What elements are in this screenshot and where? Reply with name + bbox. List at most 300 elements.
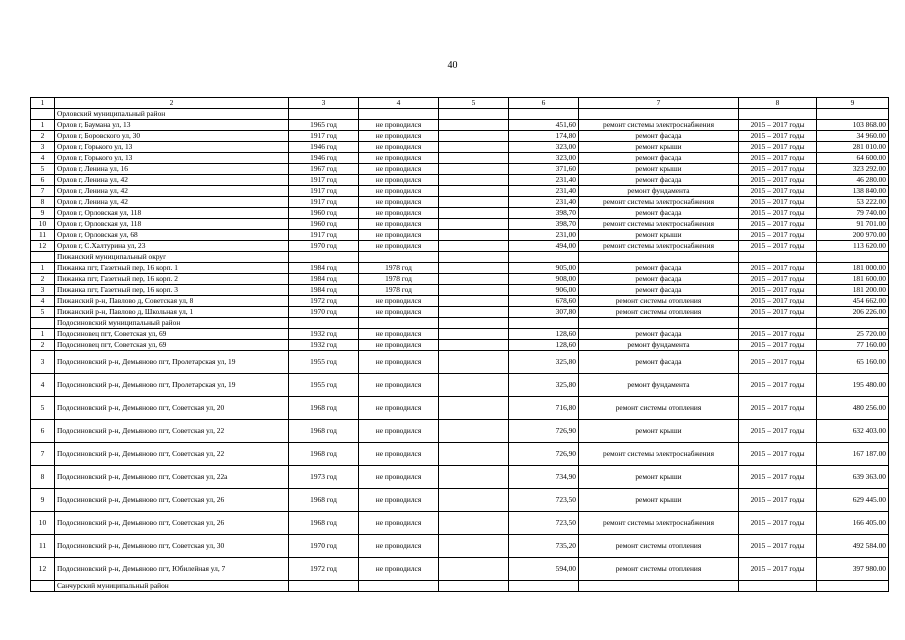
row-number: 3 (31, 142, 55, 153)
area-cell: 906,00 (509, 285, 579, 296)
previous-repair-cell: не проводился (359, 186, 439, 197)
work-type-cell: ремонт системы отопления (579, 307, 739, 318)
table-row (31, 351, 889, 374)
period-cell: 2015 – 2017 годы (739, 197, 817, 208)
table-row (31, 329, 889, 340)
previous-repair-cell: не проводился (359, 443, 439, 466)
column-5-cell (439, 153, 509, 164)
period-cell: 2015 – 2017 годы (739, 175, 817, 186)
previous-repair-cell: не проводился (359, 241, 439, 252)
previous-repair-cell: не проводился (359, 558, 439, 581)
table-row (31, 420, 889, 443)
area-cell: 128,60 (509, 340, 579, 351)
page-number: 40 (447, 60, 458, 71)
address-cell: Пижанский р-н, Павлово д, Советская ул, 8 (55, 296, 289, 307)
column-number-row (31, 98, 889, 109)
address-cell: Подосиновский р-н, Демьяново пгт, Советская ул, 22 (55, 420, 289, 443)
row-number: 2 (31, 274, 55, 285)
work-type-cell: ремонт крыши (579, 420, 739, 443)
area-cell: 371,60 (509, 164, 579, 175)
previous-repair-cell: не проводился (359, 489, 439, 512)
column-number: 4 (359, 98, 439, 109)
area-cell: 398,70 (509, 219, 579, 230)
area-cell: 323,00 (509, 153, 579, 164)
work-type-cell: ремонт фасада (579, 208, 739, 219)
section-row (31, 581, 889, 592)
previous-repair-cell: не проводился (359, 397, 439, 420)
row-number: 1 (31, 329, 55, 340)
year-built-cell: 1932 год (289, 340, 359, 351)
cost-cell: 77 160.00 (817, 340, 889, 351)
work-type-cell: ремонт системы отопления (579, 535, 739, 558)
period-cell: 2015 – 2017 годы (739, 241, 817, 252)
period-cell: 2015 – 2017 годы (739, 340, 817, 351)
section-empty-cell (289, 252, 359, 263)
address-cell: Подосиновец пгт, Советская ул, 69 (55, 340, 289, 351)
address-cell: Подосиновский р-н, Демьяново пгт, Советская ул, 30 (55, 535, 289, 558)
area-cell: 734,90 (509, 466, 579, 489)
table-row (31, 153, 889, 164)
section-empty-cell (509, 109, 579, 120)
area-cell: 726,90 (509, 443, 579, 466)
period-cell: 2015 – 2017 годы (739, 466, 817, 489)
address-cell: Орлов г, С.Халтурина ул, 23 (55, 241, 289, 252)
cost-cell: 46 280.00 (817, 175, 889, 186)
column-number: 5 (439, 98, 509, 109)
section-number-cell (31, 581, 55, 592)
year-built-cell: 1965 год (289, 120, 359, 131)
section-empty-cell (817, 252, 889, 263)
row-number: 2 (31, 131, 55, 142)
period-cell: 2015 – 2017 годы (739, 285, 817, 296)
section-empty-cell (579, 109, 739, 120)
column-5-cell (439, 397, 509, 420)
cost-cell: 281 010.00 (817, 142, 889, 153)
work-type-cell: ремонт системы отопления (579, 397, 739, 420)
column-5-cell (439, 164, 509, 175)
column-5-cell (439, 219, 509, 230)
row-number: 8 (31, 466, 55, 489)
section-empty-cell (817, 109, 889, 120)
address-cell: Орлов г, Ленина ул, 42 (55, 175, 289, 186)
work-type-cell: ремонт фасада (579, 175, 739, 186)
area-cell: 678,60 (509, 296, 579, 307)
year-built-cell: 1968 год (289, 397, 359, 420)
period-cell: 2015 – 2017 годы (739, 351, 817, 374)
row-number: 4 (31, 374, 55, 397)
area-cell: 231,40 (509, 175, 579, 186)
year-built-cell: 1917 год (289, 186, 359, 197)
year-built-cell: 1960 год (289, 219, 359, 230)
row-number: 1 (31, 120, 55, 131)
cost-cell: 113 620.00 (817, 241, 889, 252)
column-5-cell (439, 175, 509, 186)
table-row (31, 307, 889, 318)
row-number: 10 (31, 512, 55, 535)
area-cell: 323,00 (509, 142, 579, 153)
column-number: 8 (739, 98, 817, 109)
year-built-cell: 1970 год (289, 535, 359, 558)
cost-cell: 629 445.00 (817, 489, 889, 512)
section-title: Подосиновский муниципальный район (55, 318, 289, 329)
address-cell: Орлов г, Орловская ул, 68 (55, 230, 289, 241)
cost-cell: 91 701.00 (817, 219, 889, 230)
row-number: 1 (31, 263, 55, 274)
area-cell: 325,80 (509, 351, 579, 374)
section-empty-cell (509, 252, 579, 263)
area-cell: 398,70 (509, 208, 579, 219)
table-row (31, 466, 889, 489)
cost-cell: 632 403.00 (817, 420, 889, 443)
section-empty-cell (359, 318, 439, 329)
work-type-cell: ремонт фундамента (579, 340, 739, 351)
table-row (31, 241, 889, 252)
cost-cell: 181 600.00 (817, 274, 889, 285)
section-empty-cell (359, 581, 439, 592)
column-5-cell (439, 142, 509, 153)
section-empty-cell (439, 252, 509, 263)
year-built-cell: 1946 год (289, 142, 359, 153)
previous-repair-cell: не проводился (359, 153, 439, 164)
year-built-cell: 1967 год (289, 164, 359, 175)
period-cell: 2015 – 2017 годы (739, 153, 817, 164)
year-built-cell: 1917 год (289, 175, 359, 186)
period-cell: 2015 – 2017 годы (739, 120, 817, 131)
table-row (31, 120, 889, 131)
work-type-cell: ремонт фундамента (579, 186, 739, 197)
area-cell: 451,60 (509, 120, 579, 131)
address-cell: Подосиновский р-н, Демьяново пгт, Советская ул, 20 (55, 397, 289, 420)
table-row (31, 208, 889, 219)
column-5-cell (439, 120, 509, 131)
column-5-cell (439, 512, 509, 535)
section-empty-cell (289, 581, 359, 592)
cost-cell: 53 222.00 (817, 197, 889, 208)
column-5-cell (439, 443, 509, 466)
area-cell: 908,00 (509, 274, 579, 285)
table-row (31, 197, 889, 208)
work-type-cell: ремонт системы электроснабжения (579, 219, 739, 230)
cost-cell: 181 000.00 (817, 263, 889, 274)
row-number: 12 (31, 558, 55, 581)
column-5-cell (439, 197, 509, 208)
area-cell: 723,50 (509, 489, 579, 512)
section-title: Орловский муниципальный район (55, 109, 289, 120)
work-type-cell: ремонт фундамента (579, 374, 739, 397)
period-cell: 2015 – 2017 годы (739, 142, 817, 153)
cost-cell: 480 256.00 (817, 397, 889, 420)
period-cell: 2015 – 2017 годы (739, 489, 817, 512)
row-number: 5 (31, 307, 55, 318)
period-cell: 2015 – 2017 годы (739, 164, 817, 175)
section-empty-cell (739, 318, 817, 329)
section-empty-cell (579, 318, 739, 329)
row-number: 3 (31, 351, 55, 374)
cost-cell: 639 363.00 (817, 466, 889, 489)
period-cell: 2015 – 2017 годы (739, 186, 817, 197)
previous-repair-cell: 1978 год (359, 263, 439, 274)
section-empty-cell (509, 581, 579, 592)
table-row (31, 443, 889, 466)
previous-repair-cell: не проводился (359, 230, 439, 241)
previous-repair-cell: не проводился (359, 120, 439, 131)
cost-cell: 34 960.00 (817, 131, 889, 142)
section-empty-cell (579, 581, 739, 592)
work-type-cell: ремонт фасада (579, 285, 739, 296)
cost-cell: 64 600.00 (817, 153, 889, 164)
previous-repair-cell: не проводился (359, 340, 439, 351)
area-cell: 723,50 (509, 512, 579, 535)
work-type-cell: ремонт системы электроснабжения (579, 512, 739, 535)
previous-repair-cell: не проводился (359, 164, 439, 175)
cost-cell: 167 187.00 (817, 443, 889, 466)
cost-cell: 200 970.00 (817, 230, 889, 241)
section-empty-cell (817, 581, 889, 592)
cost-cell: 138 840.00 (817, 186, 889, 197)
table-row (31, 558, 889, 581)
row-number: 10 (31, 219, 55, 230)
address-cell: Орлов г, Баумана ул, 13 (55, 120, 289, 131)
section-empty-cell (359, 109, 439, 120)
area-cell: 726,90 (509, 420, 579, 443)
table-row (31, 219, 889, 230)
row-number: 4 (31, 153, 55, 164)
section-empty-cell (739, 581, 817, 592)
period-cell: 2015 – 2017 годы (739, 219, 817, 230)
work-type-cell: ремонт крыши (579, 466, 739, 489)
year-built-cell: 1968 год (289, 489, 359, 512)
year-built-cell: 1968 год (289, 420, 359, 443)
area-cell: 494,00 (509, 241, 579, 252)
area-cell: 231,00 (509, 230, 579, 241)
section-title: Санчурский муниципальный район (55, 581, 289, 592)
address-cell: Подосиновец пгт, Советская ул, 69 (55, 329, 289, 340)
section-empty-cell (817, 318, 889, 329)
work-type-cell: ремонт фасада (579, 351, 739, 374)
column-5-cell (439, 274, 509, 285)
row-number: 6 (31, 420, 55, 443)
address-cell: Подосиновский р-н, Демьяново пгт, Советская ул, 22а (55, 466, 289, 489)
area-cell: 325,80 (509, 374, 579, 397)
address-cell: Подосиновский р-н, Демьяново пгт, Юбилейная ул, 7 (55, 558, 289, 581)
period-cell: 2015 – 2017 годы (739, 443, 817, 466)
year-built-cell: 1968 год (289, 443, 359, 466)
previous-repair-cell: не проводился (359, 131, 439, 142)
column-5-cell (439, 351, 509, 374)
section-empty-cell (359, 252, 439, 263)
work-type-cell: ремонт фасада (579, 274, 739, 285)
section-empty-cell (289, 109, 359, 120)
cost-cell: 25 720.00 (817, 329, 889, 340)
table-row (31, 374, 889, 397)
address-cell: Пижанка пгт, Газетный пер, 16 корп. 3 (55, 285, 289, 296)
table-row (31, 535, 889, 558)
period-cell: 2015 – 2017 годы (739, 329, 817, 340)
column-number: 6 (509, 98, 579, 109)
previous-repair-cell: не проводился (359, 296, 439, 307)
address-cell: Орлов г, Горького ул, 13 (55, 153, 289, 164)
table-row (31, 131, 889, 142)
column-5-cell (439, 241, 509, 252)
year-built-cell: 1955 год (289, 351, 359, 374)
year-built-cell: 1932 год (289, 329, 359, 340)
table-row (31, 142, 889, 153)
previous-repair-cell: 1978 год (359, 285, 439, 296)
work-type-cell: ремонт фасада (579, 131, 739, 142)
table-row (31, 274, 889, 285)
section-row (31, 109, 889, 120)
period-cell: 2015 – 2017 годы (739, 397, 817, 420)
table-row (31, 296, 889, 307)
repair-schedule-table (30, 97, 889, 592)
cost-cell: 206 226.00 (817, 307, 889, 318)
work-type-cell: ремонт системы отопления (579, 296, 739, 307)
section-empty-cell (579, 252, 739, 263)
row-number: 7 (31, 443, 55, 466)
address-cell: Орлов г, Боровского ул, 30 (55, 131, 289, 142)
period-cell: 2015 – 2017 годы (739, 420, 817, 443)
work-type-cell: ремонт крыши (579, 142, 739, 153)
address-cell: Подосиновский р-н, Демьяново пгт, Пролетарская ул, 19 (55, 374, 289, 397)
address-cell: Орлов г, Горького ул, 13 (55, 142, 289, 153)
period-cell: 2015 – 2017 годы (739, 208, 817, 219)
work-type-cell: ремонт системы электроснабжения (579, 197, 739, 208)
table-body (31, 98, 889, 592)
area-cell: 231,40 (509, 197, 579, 208)
previous-repair-cell: не проводился (359, 420, 439, 443)
column-5-cell (439, 489, 509, 512)
row-number: 2 (31, 340, 55, 351)
period-cell: 2015 – 2017 годы (739, 512, 817, 535)
previous-repair-cell: не проводился (359, 142, 439, 153)
row-number: 6 (31, 175, 55, 186)
column-5-cell (439, 466, 509, 489)
section-row (31, 252, 889, 263)
row-number: 3 (31, 285, 55, 296)
address-cell: Орлов г, Орловская ул, 118 (55, 219, 289, 230)
work-type-cell: ремонт крыши (579, 164, 739, 175)
section-empty-cell (439, 318, 509, 329)
previous-repair-cell: 1978 год (359, 274, 439, 285)
row-number: 9 (31, 208, 55, 219)
cost-cell: 103 868.00 (817, 120, 889, 131)
address-cell: Подосиновский р-н, Демьяново пгт, Советская ул, 26 (55, 512, 289, 535)
column-5-cell (439, 558, 509, 581)
section-empty-cell (739, 109, 817, 120)
column-5-cell (439, 131, 509, 142)
year-built-cell: 1968 год (289, 512, 359, 535)
address-cell: Подосиновский р-н, Демьяново пгт, Пролетарская ул, 19 (55, 351, 289, 374)
area-cell: 905,00 (509, 263, 579, 274)
row-number: 5 (31, 164, 55, 175)
work-type-cell: ремонт системы электроснабжения (579, 241, 739, 252)
period-cell: 2015 – 2017 годы (739, 296, 817, 307)
row-number: 9 (31, 489, 55, 512)
previous-repair-cell: не проводился (359, 374, 439, 397)
column-number: 2 (55, 98, 289, 109)
year-built-cell: 1984 год (289, 263, 359, 274)
row-number: 7 (31, 186, 55, 197)
row-number: 4 (31, 296, 55, 307)
work-type-cell: ремонт системы электроснабжения (579, 443, 739, 466)
row-number: 11 (31, 230, 55, 241)
previous-repair-cell: не проводился (359, 175, 439, 186)
year-built-cell: 1960 год (289, 208, 359, 219)
cost-cell: 492 584.00 (817, 535, 889, 558)
column-5-cell (439, 374, 509, 397)
address-cell: Орлов г, Ленина ул, 16 (55, 164, 289, 175)
period-cell: 2015 – 2017 годы (739, 263, 817, 274)
address-cell: Орлов г, Ленина ул, 42 (55, 197, 289, 208)
work-type-cell: ремонт системы отопления (579, 558, 739, 581)
table-row (31, 340, 889, 351)
table-row (31, 263, 889, 274)
area-cell: 594,00 (509, 558, 579, 581)
address-cell: Пижанка пгт, Газетный пер, 16 корп. 2 (55, 274, 289, 285)
address-cell: Подосиновский р-н, Демьяново пгт, Советская ул, 26 (55, 489, 289, 512)
section-number-cell (31, 252, 55, 263)
address-cell: Орлов г, Ленина ул, 42 (55, 186, 289, 197)
previous-repair-cell: не проводился (359, 307, 439, 318)
previous-repair-cell: не проводился (359, 535, 439, 558)
section-empty-cell (289, 318, 359, 329)
area-cell: 174,80 (509, 131, 579, 142)
year-built-cell: 1946 год (289, 153, 359, 164)
year-built-cell: 1973 год (289, 466, 359, 489)
previous-repair-cell: не проводился (359, 351, 439, 374)
table-row (31, 164, 889, 175)
table-row (31, 512, 889, 535)
year-built-cell: 1917 год (289, 230, 359, 241)
table-row (31, 175, 889, 186)
year-built-cell: 1984 год (289, 274, 359, 285)
column-5-cell (439, 296, 509, 307)
table-row (31, 230, 889, 241)
address-cell: Пижанка пгт, Газетный пер, 16 корп. 1 (55, 263, 289, 274)
table-row (31, 397, 889, 420)
section-row (31, 318, 889, 329)
section-empty-cell (439, 581, 509, 592)
period-cell: 2015 – 2017 годы (739, 274, 817, 285)
previous-repair-cell: не проводился (359, 197, 439, 208)
column-5-cell (439, 263, 509, 274)
period-cell: 2015 – 2017 годы (739, 307, 817, 318)
cost-cell: 397 980.00 (817, 558, 889, 581)
area-cell: 307,80 (509, 307, 579, 318)
previous-repair-cell: не проводился (359, 329, 439, 340)
area-cell: 716,80 (509, 397, 579, 420)
table-row (31, 489, 889, 512)
section-empty-cell (509, 318, 579, 329)
year-built-cell: 1970 год (289, 307, 359, 318)
cost-cell: 323 292.00 (817, 164, 889, 175)
work-type-cell: ремонт крыши (579, 230, 739, 241)
area-cell: 128,60 (509, 329, 579, 340)
column-5-cell (439, 420, 509, 443)
year-built-cell: 1984 год (289, 285, 359, 296)
column-5-cell (439, 307, 509, 318)
year-built-cell: 1917 год (289, 197, 359, 208)
area-cell: 735,20 (509, 535, 579, 558)
table-row (31, 285, 889, 296)
cost-cell: 181 200.00 (817, 285, 889, 296)
column-5-cell (439, 535, 509, 558)
section-number-cell (31, 318, 55, 329)
column-number: 9 (817, 98, 889, 109)
year-built-cell: 1972 год (289, 558, 359, 581)
column-5-cell (439, 285, 509, 296)
work-type-cell: ремонт фасада (579, 329, 739, 340)
